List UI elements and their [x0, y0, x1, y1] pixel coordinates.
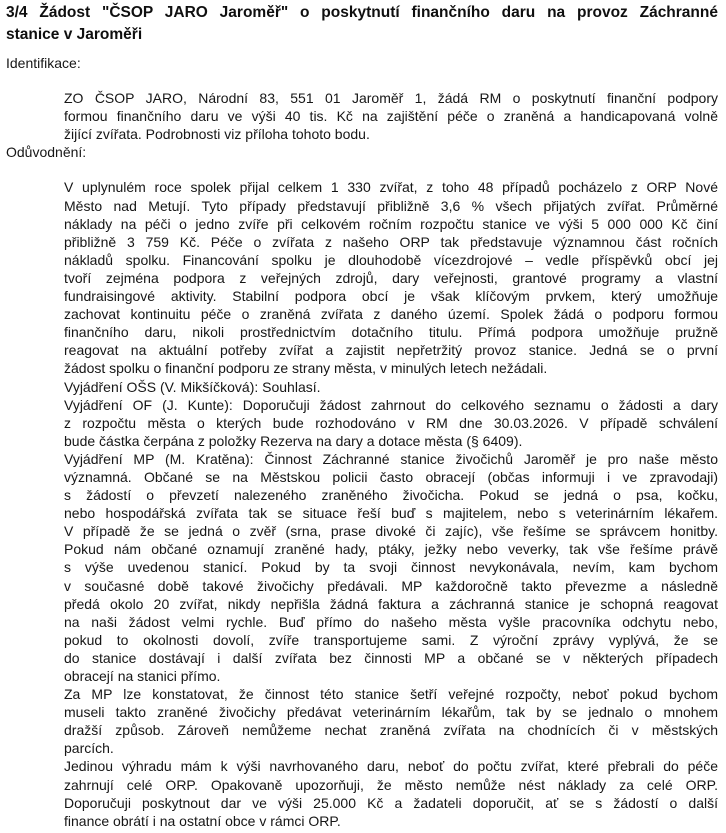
text-line: Doporučuji poskytnout dar ve výši 25.000 Kč a žadateli doporučit, ať se s žádostí o další — [64, 794, 718, 811]
text-line: náklady na péči o jedno zvíře při celkovém ročním rozpočtu stanice ve výši 5 000 000 Kč činí — [64, 215, 718, 232]
document-title-line: stanice v Jaroměři — [6, 26, 143, 43]
text-line: přibližně 3 759 Kč. Péče o zvířata z našeho ORP tak představuje významnou část ročních — [64, 233, 718, 250]
paragraph — [64, 450, 718, 685]
text-line: Vyjádření OŠS (V. Mikšíčková): Souhlasí. — [64, 378, 321, 395]
section-body — [6, 89, 718, 143]
text-line: Vyjádření MP (M. Kratěna): Činnost Záchranné stanice živočichů Jaroměř je pro naše město — [64, 450, 718, 467]
text-line: obracejí na stanici přímo. — [64, 668, 221, 684]
text-line: do stanice dostávají i další zvířata bez činnosti MP a občané se v některých případech — [64, 649, 718, 666]
text-line: s žádostí o převzetí nalezeného zraněného živočicha. Pokud se jedná o psa, kočku, — [64, 487, 718, 504]
document-title-line: 3/4 Žádost "ČSOP JARO Jaroměř" o poskytnutí finančního daru na provoz Záchranné — [6, 4, 718, 21]
text-line: nákladů spolku. Financování spolku je dlouhodobě vícezdrojové – vedle příspěvků obcí jej — [64, 251, 718, 268]
text-line: ZO ČSOP JARO, Národní 83, 551 01 Jaroměř 1, žádá RM o poskytnutí finanční podpory — [64, 90, 718, 107]
text-line: finančního daru, nikoli prostřednictvím dotačního titulu. Přímá podpora umožňuje pružně — [64, 324, 718, 341]
text-line: Za MP lze konstatovat, že činnost této stanice šetří veřejné rozpočty, neboť pokud bychom — [64, 686, 718, 703]
paragraph — [64, 178, 718, 377]
text-line: z rozpočtu města o kterých bude rozhodováno v RM dne 30.03.2026. V případě schválení — [64, 414, 718, 431]
section-label: Identifikace: — [6, 55, 81, 71]
text-line: V uplynulém roce spolek přijal celkem 1 330 zvířat, z toho 48 případů pocházelo z ORP Nové — [64, 179, 718, 196]
text-line: museli takto zraněné živočichy předávat veterinárním lékařům, tak by se jednalo o mnohem — [64, 704, 718, 721]
text-line: tvoří zejména podpora z veřejných zdrojů, dary veřejnosti, grantové programy a vlastní — [64, 269, 718, 286]
text-line: zachovat kontinuitu péče o zraněná zvířata z daného území. Spolek žádá o podporu formou — [64, 306, 718, 323]
document-sections — [6, 54, 718, 830]
text-line: finance obrátí i na ostatní obce v rámci ORP. — [64, 812, 341, 829]
text-line: bude částka čerpána z položky Rezerva na dary a dotace města (§ 6409). — [64, 432, 523, 449]
text-line: Pokud nám občané oznamují zraněné hady, ptáky, ježky nebo veverky, tak vše řešíme právě — [64, 541, 718, 558]
text-line: s výše uvedenou stanicí. Pokud by ta svoji činnost nevykonávala, nevím, kam bychom — [64, 559, 718, 576]
section — [6, 143, 718, 829]
document-title — [6, 2, 718, 46]
text-line: reagovat na aktuální potřeby zvířat a zajistit nepřetržitý provoz stanice. Jedná se o první — [64, 342, 718, 359]
text-line: fundraisingové aktivity. Stabilní podpora obcí je však klíčovým prvkem, který umožňuje — [64, 288, 718, 305]
paragraph — [64, 396, 718, 450]
paragraph — [64, 378, 718, 396]
text-line: formou finančního daru ve výši 40 tis. Kč na zajištění péče o zraněná a handicapovaná volně — [64, 108, 718, 125]
text-line: v současné době takové živočichy předávali. MP každoročně takto převezme a následně — [64, 577, 718, 594]
paragraph — [64, 685, 718, 757]
text-line: Jedinou výhradu mám k výši navrhovaného daru, neboť do počtu zvířat, které přebrali do péče — [64, 758, 718, 775]
text-line: V případě že se jedná o zvěř (srna, prase divoké či zajíc), vše řešíme se správcem honitby. — [64, 523, 718, 540]
section — [6, 54, 718, 143]
text-line: nebo hospodářská zvířata tak se situace řeší buď s majitelem, nebo s veterinárním lékařem. — [64, 505, 718, 522]
text-line: žádost spolku o finanční podporu ze strany města, v minulých letech nežádali. — [64, 360, 548, 377]
text-line: parcích. — [64, 740, 114, 757]
section-body — [6, 178, 718, 829]
text-line: významná. Občané se na Městskou policii často obracejí (občas informuji i ve zpravodaji) — [64, 468, 718, 485]
text-line: zahrnují celé ORP. Opakovaně upozorňuji, že město nemůže nést náklady za celé ORP. — [64, 776, 718, 793]
text-line: na naši žádost velmi rychle. Buď přímo do našeho města vyšle pracovníka odchytu nebo, — [64, 613, 718, 630]
text-line: žijící zvířata. Podrobnosti viz příloha tohoto bodu. — [64, 126, 370, 143]
text-line: dražší způsob. Zároveň nemůžeme nechat zraněná zvířata na chodnících či v městských — [64, 722, 718, 739]
text-line: Město nad Metují. Tyto případy představují přibližně 3,6 % všech přijatých zvířat. Průměrné — [64, 197, 718, 214]
text-line: předá okolo 20 zvířat, nikdy nepřišla žádná faktura a záchranná stanice je schopná reagovat — [64, 595, 718, 612]
paragraph — [64, 89, 718, 143]
paragraph — [64, 757, 718, 829]
text-line: Vyjádření OF (J. Kunte): Doporučuji žádost zahrnout do celkového seznamu o žádosti a dary — [64, 396, 718, 413]
text-line: pokud to okolnosti dovolí, zvíře transportujeme sami. Z výroční zprávy vyplývá, že se — [64, 631, 718, 648]
section-label: Odůvodnění: — [6, 144, 87, 161]
